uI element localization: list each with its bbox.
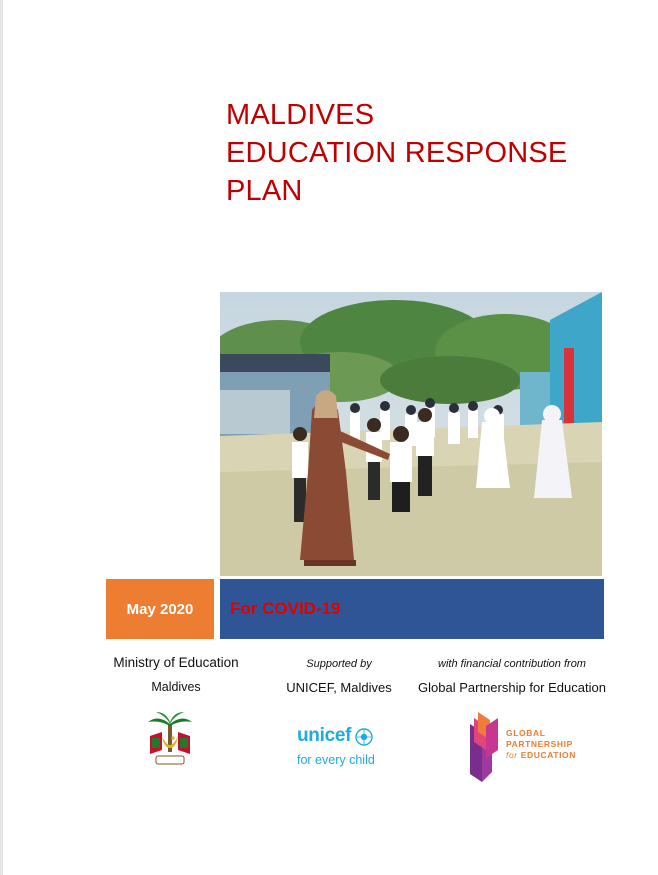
date-label: May 2020	[126, 600, 194, 618]
gpe-line-3	[506, 750, 576, 761]
gpe-education: EDUCATION	[520, 750, 576, 760]
title-line-3: PLAN	[226, 175, 303, 207]
ministry-country: Maldives	[151, 680, 201, 694]
unicef-globe-icon	[355, 728, 373, 746]
title-line-2: EDUCATION RESPONSE	[226, 137, 568, 169]
unicef-tagline: for every child	[297, 753, 375, 767]
document-title	[226, 96, 567, 210]
gpe-logo	[468, 710, 588, 782]
support-org: UNICEF, Maldives	[286, 680, 392, 695]
gpe-text	[506, 728, 576, 761]
ministry-name: Ministry of Education	[113, 655, 239, 670]
funding-label: with financial contribution from	[438, 658, 586, 670]
funding-block	[404, 656, 620, 697]
gpe-line-1: GLOBAL	[506, 728, 546, 738]
funding-org: Global Partnership for Education	[418, 680, 606, 695]
support-label: Supported by	[306, 658, 372, 670]
date-box	[106, 579, 214, 639]
maldives-emblem-icon	[142, 710, 198, 768]
title-line-1: MALDIVES	[226, 99, 375, 131]
gpe-line-2: PARTNERSHIP	[506, 739, 573, 749]
banner-label: For COVID-19	[230, 599, 341, 618]
covid-banner	[220, 579, 604, 639]
page-edge	[0, 0, 3, 875]
schoolyard-photo-icon	[220, 292, 602, 576]
cover-photo	[220, 292, 602, 576]
unicef-logo	[297, 726, 387, 774]
gpe-book-icon	[468, 710, 504, 782]
unicef-wordmark: unicef	[297, 725, 352, 746]
ministry-block	[96, 654, 256, 696]
support-block	[272, 656, 406, 697]
gpe-for: for	[506, 750, 518, 760]
